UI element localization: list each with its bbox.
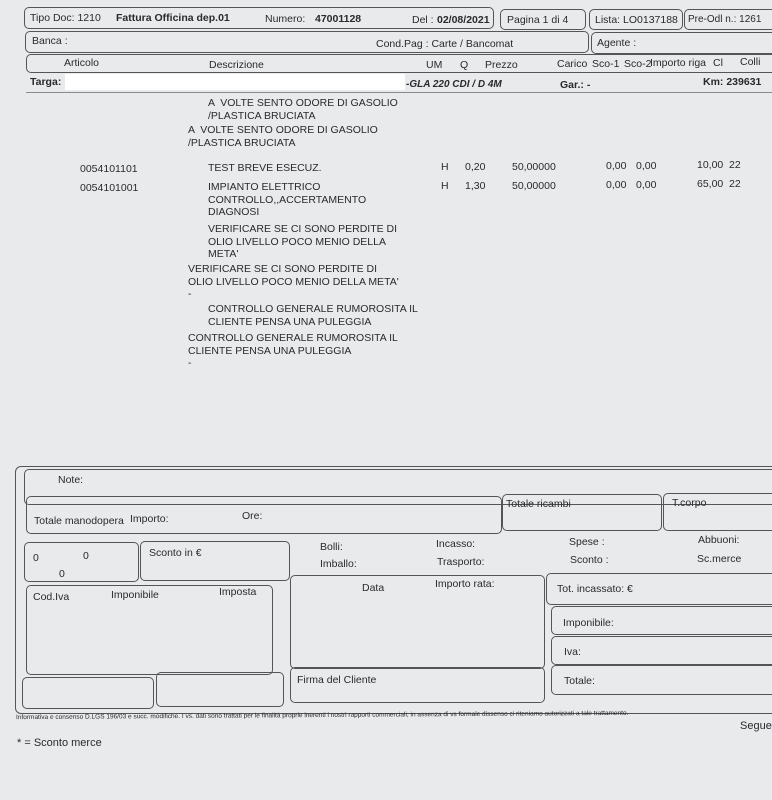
iva-label: Iva: bbox=[564, 646, 581, 658]
row2-cl: 22 bbox=[729, 178, 741, 190]
bottom-box-2 bbox=[156, 672, 284, 707]
note-label: Note: bbox=[58, 474, 84, 486]
row2-um: H bbox=[441, 180, 449, 192]
sconto-label: Sconto : bbox=[570, 554, 609, 566]
row1-q: 0,20 bbox=[465, 161, 486, 173]
zero-a: 0 bbox=[33, 552, 39, 564]
pre-odl: Pre-Odl n.: 1261 bbox=[688, 14, 762, 25]
targa-label: Targa: bbox=[30, 76, 62, 88]
zero-b: 0 bbox=[83, 550, 89, 562]
col-carico: Carico bbox=[557, 58, 588, 70]
note-line-1: A VOLTE SENTO ODORE DI GASOLIO /PLASTICA BRUCIATA bbox=[208, 97, 398, 122]
row2-sco1: 0,00 bbox=[606, 179, 627, 191]
row2-sco2: 0,00 bbox=[636, 179, 657, 191]
bottom-box-1 bbox=[22, 677, 154, 709]
t-corpo: T.corpo bbox=[672, 497, 707, 509]
row1-sco2: 0,00 bbox=[636, 160, 657, 172]
sc-merce-label: Sc.merce bbox=[697, 553, 742, 565]
col-cl: Cl bbox=[713, 57, 723, 69]
row2-prezzo: 50,00000 bbox=[512, 180, 556, 192]
zero-c: 0 bbox=[59, 568, 65, 580]
agente: Agente : bbox=[597, 37, 637, 49]
redaction-bar bbox=[65, 74, 405, 90]
row1-articolo: 0054101101 bbox=[80, 163, 138, 175]
privacy-notice: Informativa e consenso D.LGS 196/03 e succ. modifiche. I vs. dati sono trattati per le finalità proprie inerenti i nostri rapporti commerciali, in assenza di vs formale dissenso ci riteniamo autorizzati a tale trattamento. bbox=[15, 709, 629, 722]
abbuoni-label: Abbuoni: bbox=[698, 534, 740, 546]
row1-descrizione: TEST BREVE ESECUZ. bbox=[208, 162, 322, 174]
col-q: Q bbox=[460, 59, 469, 71]
imponibile-label: Imponibile: bbox=[563, 617, 614, 629]
importo-rata: Importo rata: bbox=[435, 578, 495, 590]
data-box bbox=[290, 575, 545, 669]
row1-prezzo: 50,00000 bbox=[512, 161, 556, 173]
totale-label: Totale: bbox=[564, 675, 595, 687]
note-line-4: VERIFICARE SE CI SONO PERDITE DI OLIO LIVELLO POCO MENIO DELLA META' - bbox=[188, 263, 399, 300]
numero-label: Numero: bbox=[265, 13, 306, 25]
spese-label: Spese : bbox=[569, 536, 605, 548]
totale-manodopera: Totale manodopera bbox=[34, 515, 124, 527]
row1-importo: 10,00 bbox=[697, 159, 724, 171]
row1-cl: 22 bbox=[729, 159, 741, 171]
note-line-3: VERIFICARE SE CI SONO PERDITE DI OLIO LIVELLO POCO MENIO DELLA META' bbox=[208, 223, 398, 260]
incasso-label: Incasso: bbox=[436, 538, 476, 550]
col-sco2: Sco-2 bbox=[624, 58, 652, 70]
del-label: Del : bbox=[412, 14, 434, 26]
row1-sco1: 0,00 bbox=[606, 160, 627, 172]
firma-cliente: Firma del Cliente bbox=[297, 674, 377, 686]
banca: Banca : bbox=[32, 35, 68, 47]
zeros-box bbox=[24, 542, 139, 582]
numero-value: 47001128 bbox=[315, 13, 362, 25]
sconto-merce-legend: * = Sconto merce bbox=[17, 737, 102, 749]
trasporto-label: Trasporto: bbox=[437, 556, 485, 568]
note-line-2: A VOLTE SENTO ODORE DI GASOLIO /PLASTICA BRUCIATA bbox=[188, 124, 378, 149]
segue: Segue bbox=[740, 720, 772, 732]
col-descrizione: Descrizione bbox=[209, 59, 264, 71]
row2-descrizione: IMPIANTO ELETTRICO CONTROLLO,,ACCERTAMENTO DIAGNOSI bbox=[208, 181, 367, 218]
importo-label: Importo: bbox=[130, 513, 169, 525]
col-prezzo: Prezzo bbox=[485, 59, 518, 71]
bolli-label: Bolli: bbox=[320, 541, 343, 553]
tot-incassato: Tot. incassato: € bbox=[557, 583, 633, 595]
cod-iva: Cod.Iva bbox=[33, 591, 70, 603]
row1-um: H bbox=[441, 161, 449, 173]
iva-total-box bbox=[551, 636, 772, 665]
pagina: Pagina 1 di 4 bbox=[507, 14, 569, 26]
vehicle-row-rule bbox=[26, 92, 772, 93]
garanzia: Gar.: - bbox=[560, 79, 591, 91]
del-value: 02/08/2021 bbox=[437, 14, 490, 26]
totale-ricambi: Totale ricambi bbox=[506, 498, 571, 510]
cond-pag: Cond.Pag : Carte / Bancomat bbox=[376, 38, 514, 50]
col-sco1: Sco-1 bbox=[592, 58, 620, 70]
row2-articolo: 0054101001 bbox=[80, 182, 139, 194]
imballo-label: Imballo: bbox=[320, 558, 357, 570]
note-line-6: CONTROLLO GENERALE RUMOROSITA IL CLIENTE PENSA UNA PULEGGIA - bbox=[188, 332, 398, 369]
km: Km: 239631 bbox=[703, 76, 762, 88]
note-line-5: CONTROLLO GENERALE RUMOROSITA IL CLIENTE PENSA UNA PULEGGIA bbox=[208, 303, 418, 328]
col-importo: Importo riga bbox=[650, 57, 707, 69]
imponibile-col: Imponibile bbox=[111, 589, 159, 601]
data-label: Data bbox=[362, 582, 385, 594]
vehicle-model: -GLA 220 CDI / D 4M bbox=[406, 79, 502, 90]
ore-label: Ore: bbox=[242, 510, 263, 522]
row2-importo: 65,00 bbox=[697, 178, 724, 190]
tipo-doc: Tipo Doc: 1210 bbox=[30, 12, 101, 24]
row2-q: 1,30 bbox=[465, 180, 486, 192]
imposta-col: Imposta bbox=[219, 586, 257, 598]
doc-type: Fattura Officina dep.01 bbox=[116, 12, 230, 24]
sconto-in: Sconto in € bbox=[149, 547, 202, 559]
col-um: UM bbox=[426, 59, 443, 71]
col-colli: Colli bbox=[740, 56, 761, 68]
col-articolo: Articolo bbox=[64, 57, 100, 69]
lista: Lista: LO0137188 bbox=[595, 14, 678, 26]
